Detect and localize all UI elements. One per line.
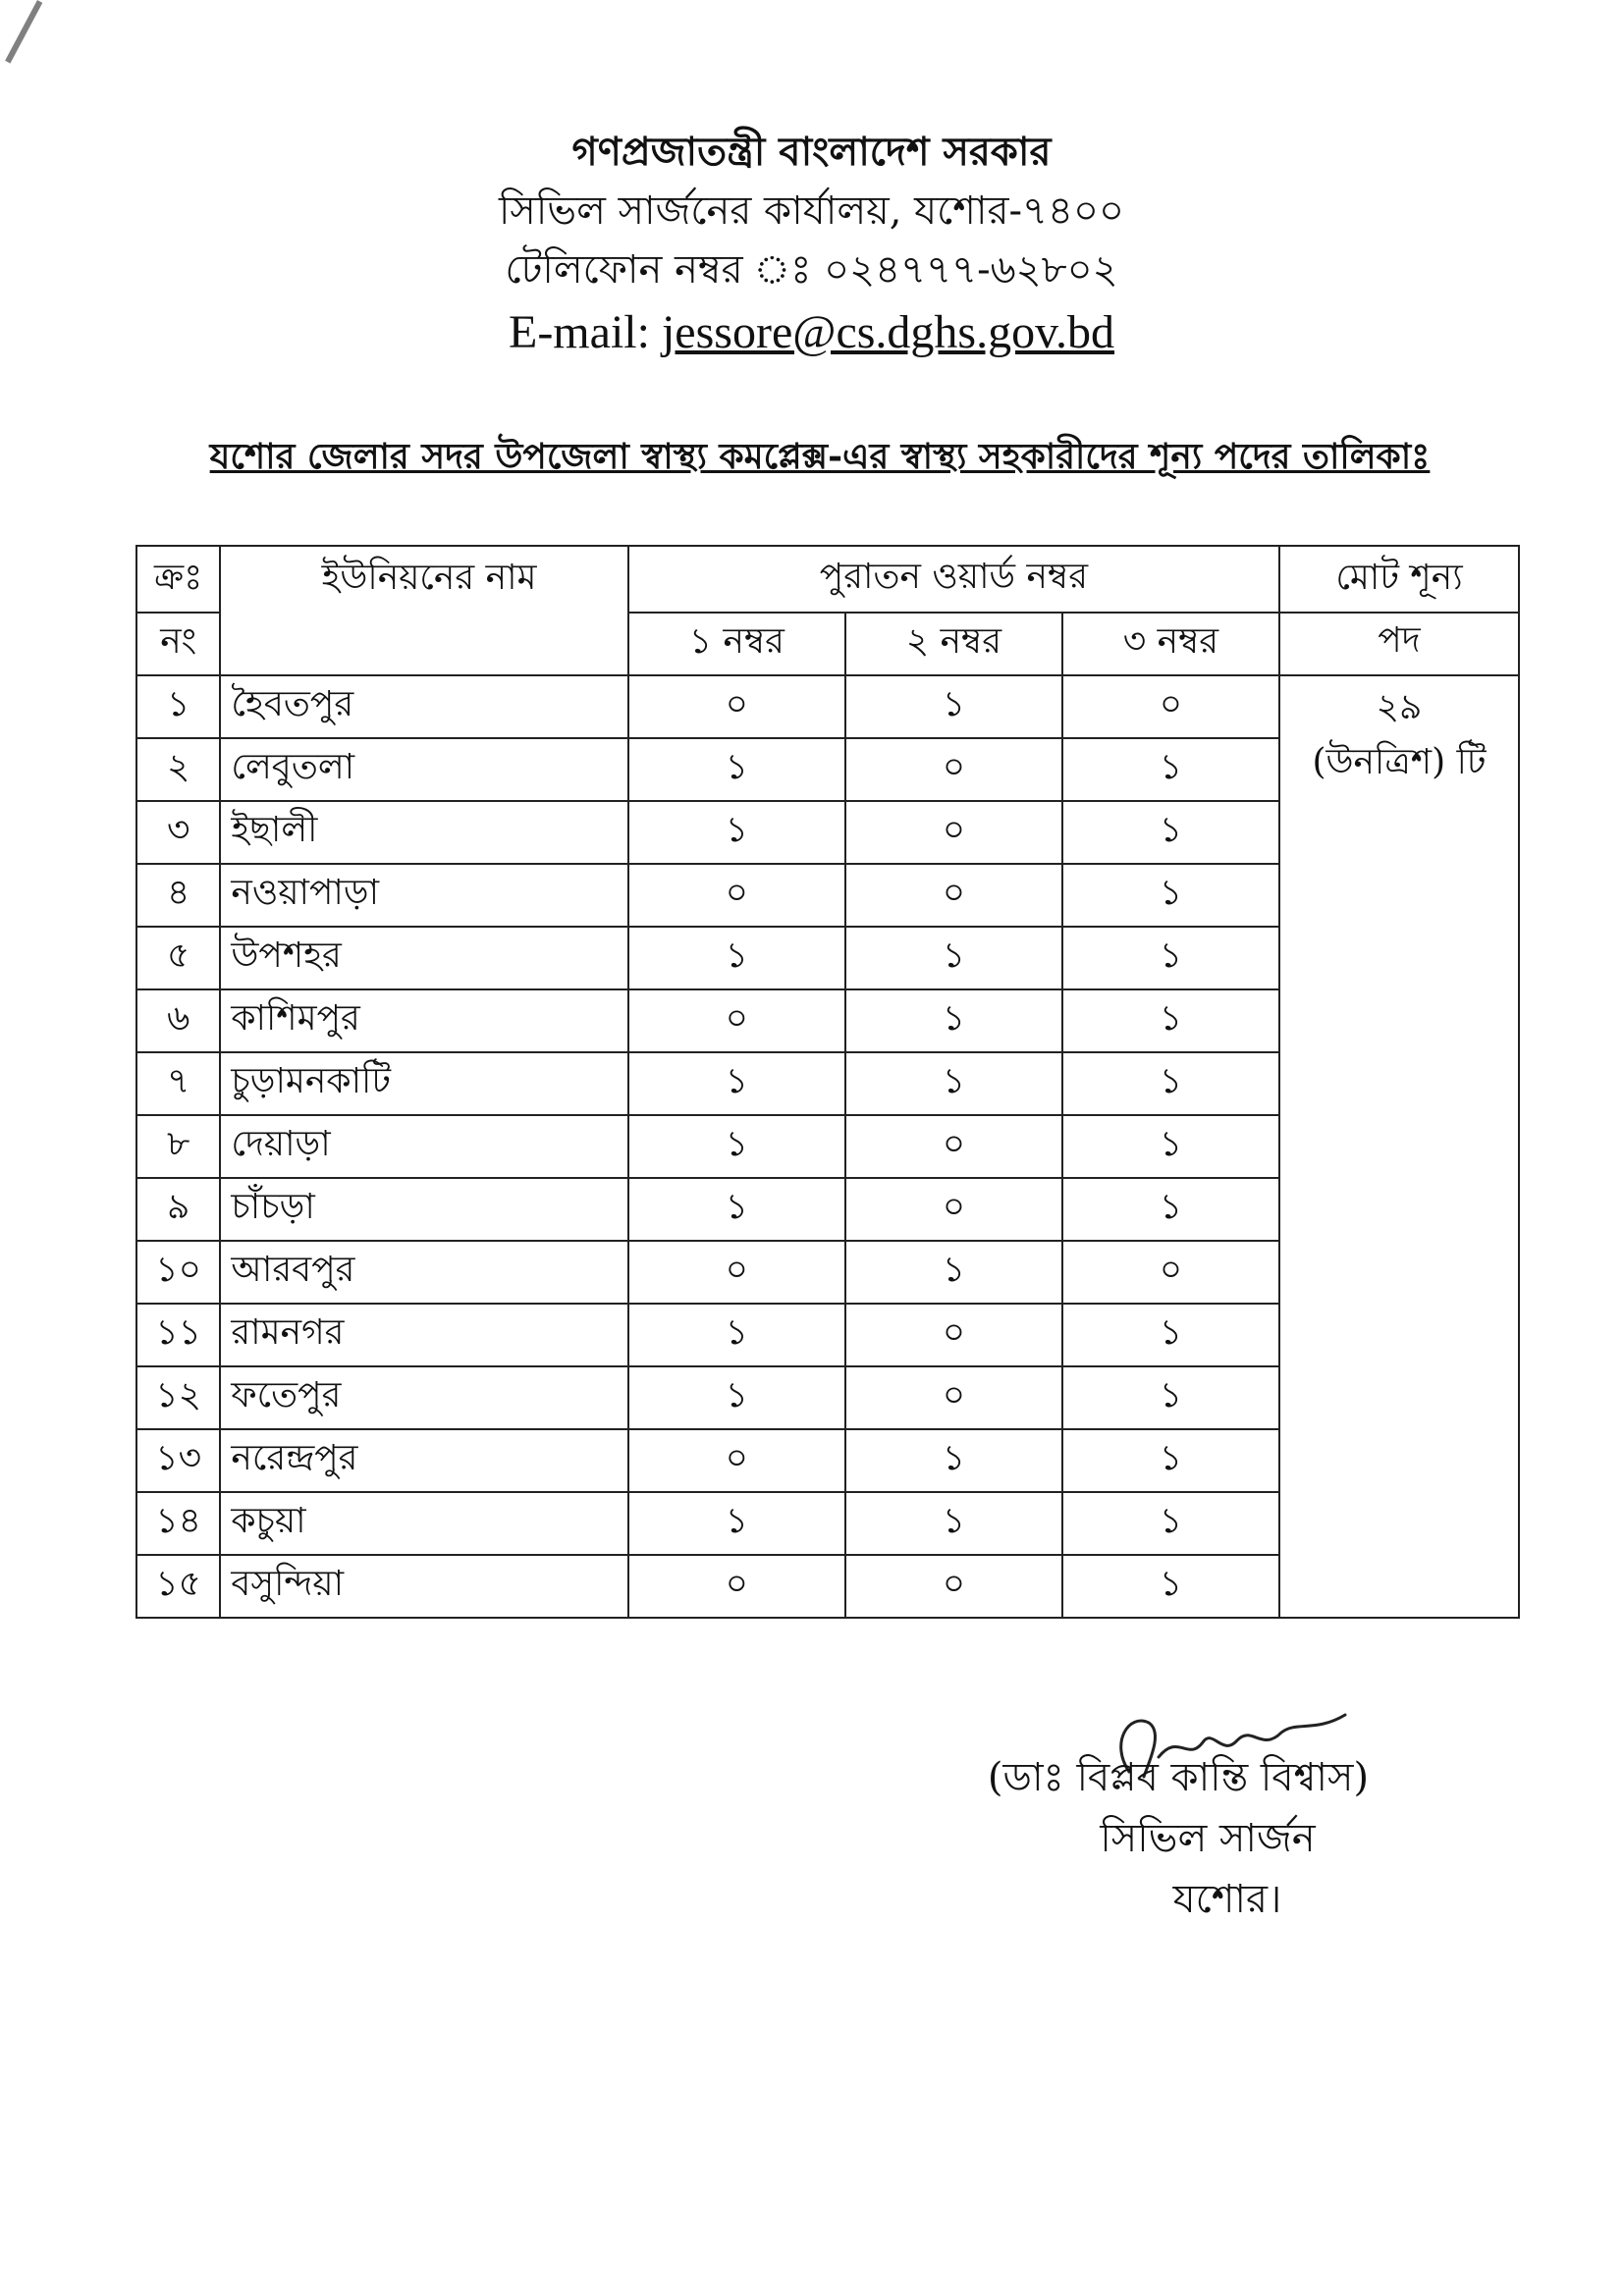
serial-cell: ২: [136, 738, 220, 801]
union-name-cell: উপশহর: [220, 927, 627, 989]
serial-cell: ৪: [136, 864, 220, 927]
union-name-cell: ইছালী: [220, 801, 627, 864]
ward-3-cell: ০: [1062, 675, 1279, 738]
email-label: E-mail:: [509, 306, 650, 358]
total-vacancy-cell: [1279, 675, 1519, 1618]
ward-1-cell: ০: [628, 864, 845, 927]
ward-1-cell: ১: [628, 1304, 845, 1366]
ward-3-cell: ১: [1062, 1178, 1279, 1241]
email-line: [0, 299, 1623, 366]
ward-1-cell: ১: [628, 927, 845, 989]
ward-1-cell: ০: [628, 675, 845, 738]
ward-2-cell: ১: [845, 675, 1062, 738]
signatory-block: [943, 1747, 1414, 1930]
ward-3-cell: ১: [1062, 1304, 1279, 1366]
ward-3-cell: ১: [1062, 1492, 1279, 1555]
ward-1-cell: ১: [628, 1178, 845, 1241]
ward-2-cell: ১: [845, 989, 1062, 1052]
union-name-cell: কচুয়া: [220, 1492, 627, 1555]
ward-3-cell: ১: [1062, 738, 1279, 801]
serial-cell: ৮: [136, 1115, 220, 1178]
union-name-cell: কাশিমপুর: [220, 989, 627, 1052]
ward-2-cell: ০: [845, 1304, 1062, 1366]
ward-2-cell: ০: [845, 864, 1062, 927]
header-total-top: মোট শূন্য: [1279, 546, 1519, 613]
ward-3-cell: ১: [1062, 1052, 1279, 1115]
header-ward-1: ১ নম্বর: [628, 613, 845, 675]
ward-3-cell: ১: [1062, 801, 1279, 864]
ward-2-cell: ০: [845, 738, 1062, 801]
ward-2-cell: ০: [845, 1555, 1062, 1618]
total-vacancy-words: (উনত্রিশ) টি: [1312, 742, 1487, 782]
union-name-cell: নওয়াপাড়া: [220, 864, 627, 927]
ward-1-cell: ০: [628, 1241, 845, 1304]
serial-cell: ১৫: [136, 1555, 220, 1618]
ward-3-cell: ১: [1062, 1555, 1279, 1618]
ward-2-cell: ১: [845, 927, 1062, 989]
serial-cell: ১২: [136, 1366, 220, 1429]
ward-1-cell: ১: [628, 1115, 845, 1178]
header-ward-3: ৩ নম্বর: [1062, 613, 1279, 675]
total-vacancy-number: ২৯: [1376, 687, 1423, 727]
union-name-cell: হৈবতপুর: [220, 675, 627, 738]
ward-1-cell: ১: [628, 1492, 845, 1555]
header-old-ward: পুরাতন ওয়ার্ড নম্বর: [628, 546, 1279, 613]
header-serial-top: ক্রঃ: [136, 546, 220, 613]
signatory-name: (ডাঃ বিপ্লব কান্তি বিশ্বাস): [987, 1755, 1370, 1800]
header-total-bottom: পদ: [1279, 613, 1519, 675]
serial-cell: ৯: [136, 1178, 220, 1241]
phone-number: টেলিফোন নম্বর ঃ ০২৪৭৭৭-৬২৮০২: [505, 247, 1118, 293]
serial-cell: ৬: [136, 989, 220, 1052]
serial-cell: ১৩: [136, 1429, 220, 1492]
serial-cell: ১০: [136, 1241, 220, 1304]
union-name-cell: ফতেপুর: [220, 1366, 627, 1429]
header-union-name: ইউনিয়নের নাম: [220, 546, 627, 675]
ward-2-cell: ১: [845, 1429, 1062, 1492]
serial-cell: ৩: [136, 801, 220, 864]
ward-2-cell: ১: [845, 1492, 1062, 1555]
letterhead: [0, 123, 1623, 366]
union-name-cell: নরেন্দ্রপুর: [220, 1429, 627, 1492]
ward-2-cell: ০: [845, 1178, 1062, 1241]
ward-1-cell: ১: [628, 1366, 845, 1429]
union-name-cell: আরবপুর: [220, 1241, 627, 1304]
serial-cell: ৫: [136, 927, 220, 989]
ward-2-cell: ১: [845, 1052, 1062, 1115]
table-body: [136, 675, 1519, 1618]
header-ward-2: ২ নম্বর: [845, 613, 1062, 675]
email-address[interactable]: jessore@cs.dghs.gov.bd: [661, 306, 1114, 358]
ward-3-cell: ১: [1062, 1429, 1279, 1492]
ward-2-cell: ১: [845, 1241, 1062, 1304]
page-corner-mark: [5, 0, 42, 64]
document-subject: যশোর জেলার সদর উপজেলা স্বাস্থ্য কমপ্লেক্স-এর স্বাস্থ্য সহকারীদের শূন্য পদের তালিকাঃ: [209, 436, 1431, 477]
ward-3-cell: ০: [1062, 1241, 1279, 1304]
ward-1-cell: ১: [628, 1052, 845, 1115]
signatory-place: যশোর।: [1172, 1877, 1282, 1922]
ward-2-cell: ০: [845, 801, 1062, 864]
ward-2-cell: ০: [845, 1115, 1062, 1178]
table-row: [136, 675, 1519, 738]
union-name-cell: লেবুতলা: [220, 738, 627, 801]
ward-1-cell: ০: [628, 1555, 845, 1618]
union-name-cell: চাঁচড়া: [220, 1178, 627, 1241]
union-name-cell: বসুন্দিয়া: [220, 1555, 627, 1618]
ward-2-cell: ০: [845, 1366, 1062, 1429]
union-name-cell: চুড়ামনকাটি: [220, 1052, 627, 1115]
ward-3-cell: ১: [1062, 1115, 1279, 1178]
ward-3-cell: ১: [1062, 927, 1279, 989]
office-name: সিভিল সার্জনের কার্যালয়, যশোর-৭৪০০: [498, 188, 1124, 234]
ward-3-cell: ১: [1062, 989, 1279, 1052]
ward-3-cell: ১: [1062, 1366, 1279, 1429]
government-name: গণপ্রজাতন্ত্রী বাংলাদেশ সরকার: [571, 129, 1052, 175]
ward-1-cell: ০: [628, 989, 845, 1052]
serial-cell: ১৪: [136, 1492, 220, 1555]
vacancy-table: [135, 545, 1520, 1619]
ward-1-cell: ১: [628, 801, 845, 864]
signatory-designation: সিভিল সার্জন: [1100, 1816, 1316, 1861]
ward-1-cell: ০: [628, 1429, 845, 1492]
ward-3-cell: ১: [1062, 864, 1279, 927]
serial-cell: ১১: [136, 1304, 220, 1366]
union-name-cell: রামনগর: [220, 1304, 627, 1366]
serial-cell: ১: [136, 675, 220, 738]
header-serial-bottom: নং: [136, 613, 220, 675]
ward-1-cell: ১: [628, 738, 845, 801]
serial-cell: ৭: [136, 1052, 220, 1115]
union-name-cell: দেয়াড়া: [220, 1115, 627, 1178]
